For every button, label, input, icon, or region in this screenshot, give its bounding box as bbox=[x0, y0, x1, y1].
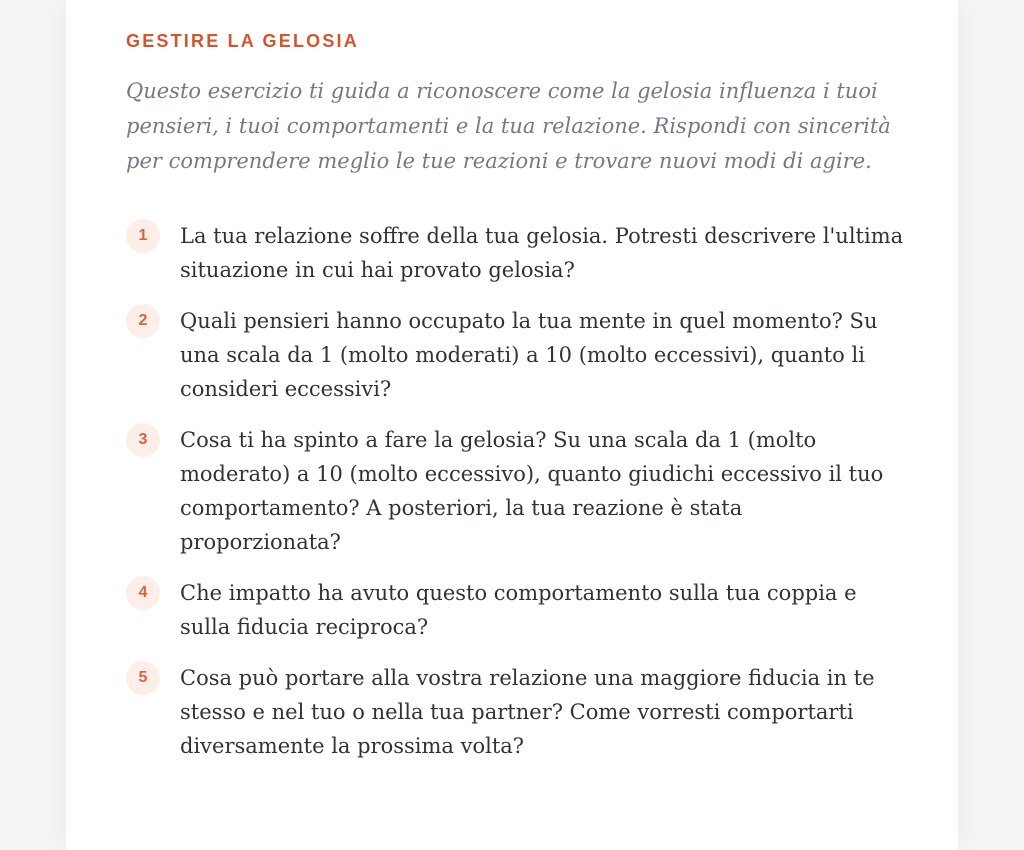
question-number-badge: 1 bbox=[126, 219, 160, 253]
question-list bbox=[126, 219, 906, 763]
question-text: Cosa può portare alla vostra relazione una maggiore fiducia in te stesso e nel tuo o nella tua partner? Come vorresti comportarti diversamente la prossima volta? bbox=[180, 666, 875, 758]
section-title: GESTIRE LA GELOSIA bbox=[126, 31, 359, 51]
question-item-1 bbox=[126, 219, 906, 287]
question-number-badge: 3 bbox=[126, 423, 160, 457]
question-number-badge: 4 bbox=[126, 576, 160, 610]
question-item-3 bbox=[126, 423, 906, 559]
intro-text: Questo esercizio ti guida a riconoscere come la gelosia influenza i tuoi pensieri, i tuoi comportamenti e la tua relazione. Rispondi con sincerità per comprendere meglio le tue reazioni e trovare nuovi modi di agire. bbox=[126, 79, 891, 173]
question-text: Cosa ti ha spinto a fare la gelosia? Su una scala da 1 (molto moderato) a 10 (molto eccessivo), quanto giudichi eccessivo il tuo comportamento? A posteriori, la tua reazione è stata proporzionata? bbox=[180, 428, 884, 554]
question-text: Quali pensieri hanno occupato la tua mente in quel momento? Su una scala da 1 (molto moderati) a 10 (molto eccessivi), quanto li consideri eccessivi? bbox=[180, 309, 878, 401]
exercise-card bbox=[66, 0, 958, 850]
question-text: Che impatto ha avuto questo comportamento sulla tua coppia e sulla fiducia reciproca? bbox=[180, 581, 857, 639]
question-number-badge: 5 bbox=[126, 661, 160, 695]
question-text: La tua relazione soffre della tua gelosia. Potresti descrivere l'ultima situazione in cui hai provato gelosia? bbox=[180, 224, 904, 282]
question-item-4 bbox=[126, 576, 906, 644]
question-item-5 bbox=[126, 661, 906, 763]
question-number-badge: 2 bbox=[126, 304, 160, 338]
exercise-content bbox=[126, 28, 906, 780]
question-item-2 bbox=[126, 304, 906, 406]
